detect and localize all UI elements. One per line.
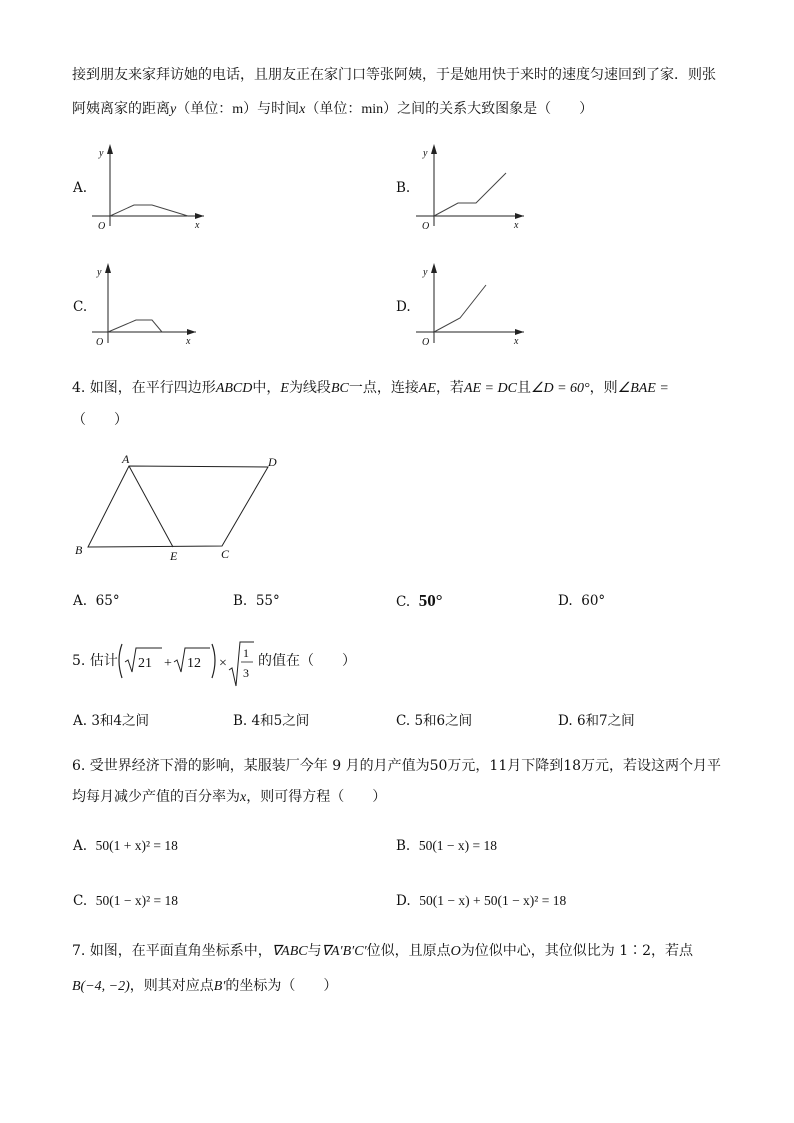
x-axis-label: x	[514, 220, 519, 231]
x-axis-label: x	[514, 336, 519, 347]
x-variable: x	[299, 102, 306, 117]
q4-option-b[interactable]: B. 55°	[233, 593, 280, 609]
times-sign: ×	[219, 656, 227, 671]
y-variable: y	[170, 102, 177, 117]
y-axis-label: y	[423, 267, 428, 278]
vertex-a-label: A	[122, 452, 130, 466]
fraction-numerator: 1	[243, 646, 249, 660]
origin-label: O	[98, 221, 106, 232]
q3-option-d-label: D.	[396, 299, 411, 315]
y-axis-label: y	[99, 148, 104, 159]
q6-option-c[interactable]: C. 50(1 − x)² = 18	[73, 893, 178, 909]
q7-stem-line1: 7. 如图，在平面直角坐标系中，∇ABC与∇A′B′C′位似，且原点O为位似中心，其位似比为 1∶2，若点	[72, 943, 694, 959]
y-axis-label: y	[97, 267, 102, 278]
q6-stem-line2: 均每月减少产值的百分率为x，则可得方程（ ）	[72, 789, 387, 805]
vertex-d-label: D	[268, 455, 277, 469]
fraction-denominator: 3	[243, 666, 249, 680]
vertex-b-label: B	[75, 543, 83, 557]
sqrt-radicand-21: 21	[138, 656, 152, 671]
q7-stem-line2: B(−4, −2)，则其对应点B′的坐标为（ ）	[72, 978, 338, 994]
q4-stem-line1: 4. 如图，在平行四边形ABCD中，E为线段BC一点，连接AE，若AE = DC且∠D = 60°，则∠BAE =	[72, 380, 669, 396]
q3-option-c-label: C.	[73, 299, 88, 315]
origin-label: O	[422, 221, 430, 232]
q5-option-d[interactable]: D. 6和7之间	[558, 713, 635, 729]
q3-graph-d	[416, 261, 546, 351]
q5-stem-prefix: 5. 估计	[72, 653, 118, 669]
q5-stem-suffix: 的值在（ ）	[258, 653, 356, 669]
q4-option-d[interactable]: D. 60°	[558, 593, 606, 609]
q6-option-b[interactable]: B. 50(1 − x) = 18	[396, 838, 498, 854]
q4-option-a[interactable]: A. 65°	[73, 593, 120, 609]
q5-option-a[interactable]: A. 3和4之间	[73, 713, 150, 729]
q3-stem-line1: 接到朋友来家拜访她的电话，且朋友正在家门口等张阿姨，于是她用快于来时的速度匀速回到了家．则张	[72, 67, 716, 83]
q4-stem-line2: （ ）	[72, 412, 128, 428]
q6-option-a[interactable]: A. 50(1 + x)² = 18	[73, 838, 178, 854]
q3-option-a-label: A.	[73, 180, 88, 196]
q6-stem-line1: 6. 受世界经济下滑的影响，某服装厂今年 9 月的月产值为50万元，11月下降到18万元，若设这两个月平	[72, 758, 722, 774]
q3-graph-c	[92, 261, 222, 351]
q3-graph-b	[416, 142, 546, 232]
vertex-c-label: C	[221, 547, 230, 561]
x-axis-label: x	[195, 220, 200, 231]
q3-stem-line2: 阿姨离家的距离y（单位：m）与时间x（单位：min）之间的关系大致图象是（ ）	[72, 101, 594, 117]
origin-label: O	[422, 337, 430, 348]
q5-option-c[interactable]: C. 5和6之间	[396, 713, 473, 729]
q4-option-c[interactable]: C. 50°	[396, 591, 443, 610]
sqrt-radicand-12: 12	[187, 656, 201, 671]
y-axis-label: y	[423, 148, 428, 159]
q5-option-b[interactable]: B. 4和5之间	[233, 713, 310, 729]
q3-option-b-label: B.	[396, 180, 411, 196]
q3-graph-a	[92, 142, 222, 232]
point-e-label: E	[170, 549, 178, 563]
origin-label: O	[96, 337, 104, 348]
plus-sign: +	[164, 656, 172, 671]
x-axis-label: x	[186, 336, 191, 347]
q6-option-d[interactable]: D. 50(1 − x) + 50(1 − x)² = 18	[396, 893, 567, 909]
q4-parallelogram-figure	[72, 450, 292, 570]
